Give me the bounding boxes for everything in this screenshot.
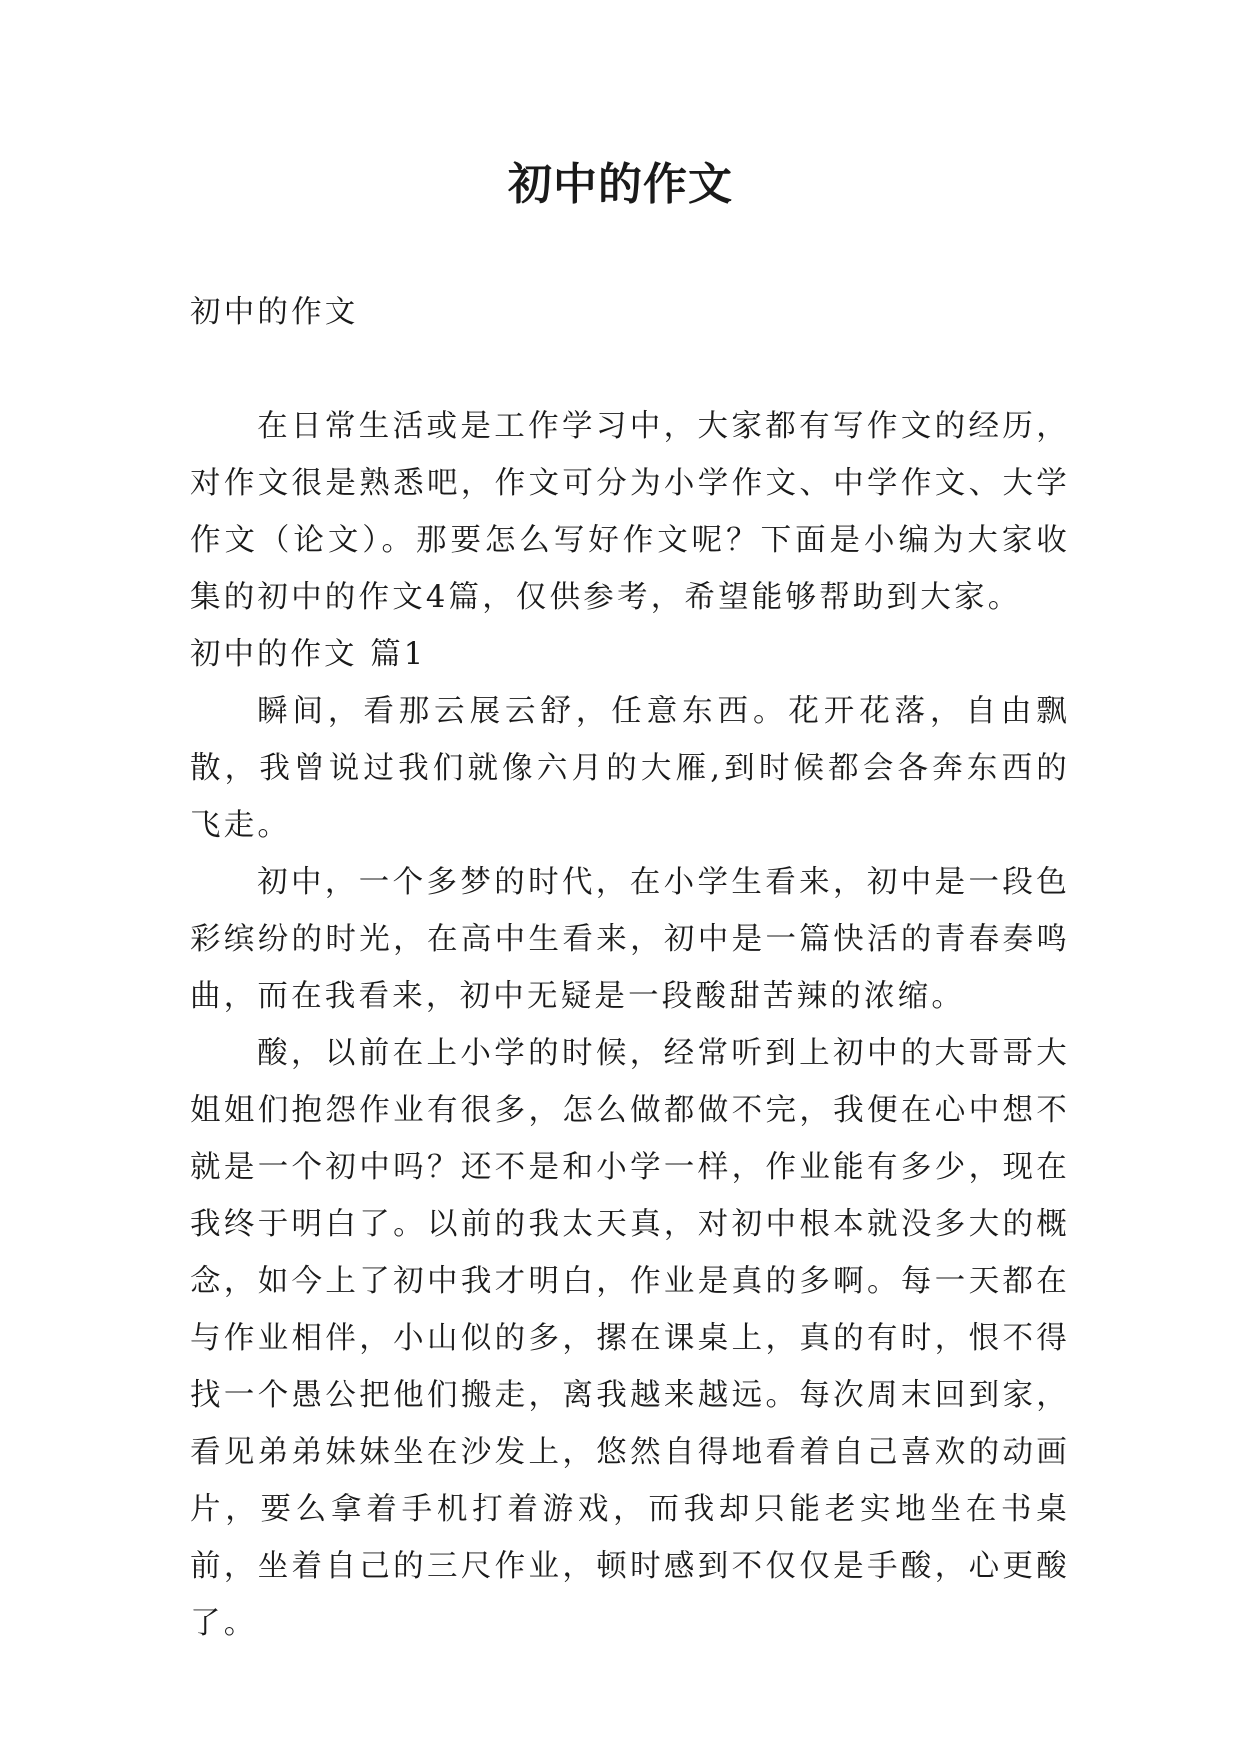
body-paragraph-3: 酸，以前在上小学的时候，经常听到上初中的大哥哥大姐姐们抱怨作业有很多，怎么做都做不完，我便在心中想不就是一个初中吗？还不是和小学一样，作业能有多少，现在我终于明白了。以前的我太天真，对初中根本就没多大的概念，如今上了初中我才明白，作业是真的多啊。每一天都在与作业相伴，小山似的多，摞在课桌上，真的有时，恨不得找一个愚公把他们搬走，离我越来越远。每次周末回到家，看见弟弟妹妹坐在沙发上，悠然自得地看着自己喜欢的动画片，要么拿着手机打着游戏，而我却只能老实地坐在书桌前，坐着自己的三尺作业，顿时感到不仅仅是手酸，心更酸了。 — [190, 1036, 1070, 1641]
body-paragraph-2: 初中，一个多梦的时代，在小学生看来，初中是一段色彩缤纷的时光，在高中生看来，初中是一篇快活的青春奏鸣曲，而在我看来，初中无疑是一段酸甜苦辣的浓缩。 — [190, 865, 1070, 1014]
document-body — [190, 284, 1070, 1652]
body-paragraph-1: 瞬间，看那云展云舒，任意东西。花开花落，自由飘散，我曾说过我们就像六月的大雁,到时候都会各奔东西的飞走。 — [190, 694, 1070, 843]
document-title: 初中的作文 — [508, 159, 733, 210]
document-subtitle: 初中的作文 — [190, 295, 359, 330]
section-heading: 初中的作文 篇1 — [190, 637, 427, 672]
intro-paragraph: 在日常生活或是工作学习中，大家都有写作文的经历，对作文很是熟悉吧，作文可分为小学作文、中学作文、大学作文（论文）。那要怎么写好作文呢？下面是小编为大家收集的初中的作文4篇，仅供参考，希望能够帮助到大家。 — [190, 409, 1070, 615]
